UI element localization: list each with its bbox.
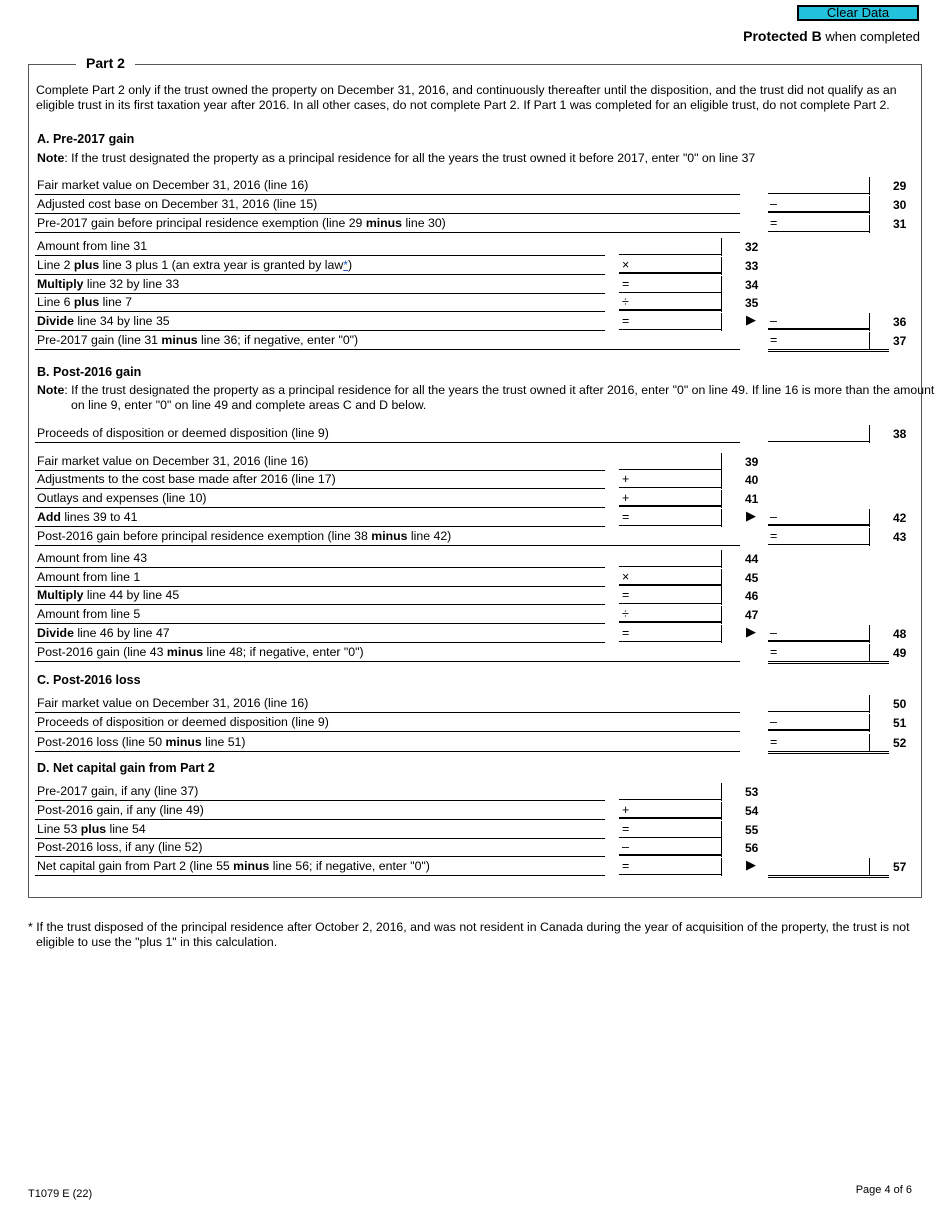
line-43-row [0,528,950,547]
line-56-number: 56 [745,841,759,855]
line-34-field[interactable] [619,276,721,293]
line-43-label: Post-2016 gain before principal residence exemption (line 38 minus line 42) [37,529,452,543]
line-51-row [0,714,950,733]
line-54-row [0,802,950,821]
line-45-operator: × [622,570,630,584]
line-37-label: Pre-2017 gain (line 31 minus line 36; if negative, enter "0") [37,333,359,347]
line-35-label: Line 6 plus line 7 [37,295,133,309]
line-38-row [0,425,950,444]
part-title: Part 2 [76,55,135,71]
line-45-label: Amount from line 1 [37,570,141,584]
line-40-row [0,471,950,490]
line-31-number: 31 [893,217,907,231]
line-36-operator: = [622,314,630,328]
line-39-field[interactable] [619,453,721,470]
line-33-operator: × [622,258,630,272]
line-48-number: 48 [893,627,907,641]
line-36-operator-2: – [770,314,777,328]
line-55-label: Line 53 plus line 54 [37,822,146,836]
line-34-operator: = [622,277,630,291]
line-42-operator-2: – [770,510,777,524]
line-47-operator: ÷ [622,607,629,621]
line-30-number: 30 [893,198,907,212]
line-47-field[interactable] [619,606,721,623]
line-55-operator: = [622,822,630,836]
line-36-label: Divide line 34 by line 35 [37,314,170,328]
line-36-row [0,313,950,332]
line-48-arrow-icon: ▶ [746,624,756,639]
line-32-label: Amount from line 31 [37,239,148,253]
section-b-title: B. Post-2016 gain [37,365,142,379]
line-42-left-field[interactable] [619,509,721,526]
line-30-operator: – [770,197,777,211]
line-45-number: 45 [745,571,759,585]
line-57-left-field[interactable] [619,858,721,875]
line-42-label: Add lines 39 to 41 [37,510,138,524]
line-55-row [0,821,950,840]
line-30-label: Adjusted cost base on December 31, 2016 (line 15) [37,197,318,211]
line-53-number: 53 [745,785,759,799]
line-52-label: Post-2016 loss (line 50 minus line 51) [37,735,246,749]
footnote-reference-link[interactable]: * [343,258,349,272]
line-54-operator: + [622,803,630,817]
line-43-number: 43 [893,530,907,544]
line-36-left-field[interactable] [619,313,721,330]
protected-b-notice: Protected B when completed [743,28,920,44]
line-55-number: 55 [745,823,759,837]
line-51-label: Proceeds of disposition or deemed disposition (line 9) [37,715,329,729]
line-54-field[interactable] [619,802,721,819]
line-46-number: 46 [745,589,759,603]
line-55-field[interactable] [619,821,721,838]
line-57-arrow-icon: ▶ [746,857,756,872]
line-47-label: Amount from line 5 [37,607,141,621]
line-48-row [0,625,950,644]
line-52-operator: = [770,735,778,749]
line-37-operator: = [770,333,778,347]
footnote: * If the trust disposed of the principal residence after October 2, 2016, and was not resident in Canada during the year of acquisition of the property, the trust is not eligible to use the "plus 1" in this calculation. [28,920,910,949]
line-53-row [0,783,950,802]
line-37-row [0,332,950,351]
line-49-operator: = [770,645,778,659]
line-56-label: Post-2016 loss, if any (line 52) [37,840,203,854]
line-48-label: Divide line 46 by line 47 [37,626,170,640]
line-29-number: 29 [893,179,907,193]
line-32-number: 32 [745,240,759,254]
line-34-label: Multiply line 32 by line 33 [37,277,180,291]
line-38-label: Proceeds of disposition or deemed disposition (line 9) [37,426,329,440]
line-36-field[interactable] [768,313,869,330]
line-35-row [0,294,950,313]
line-57-row [0,858,950,877]
line-42-arrow-icon: ▶ [746,508,756,523]
line-39-row [0,453,950,472]
line-57-number: 57 [893,860,907,874]
line-56-field[interactable] [619,839,721,856]
line-45-row [0,569,950,588]
line-42-field[interactable] [768,509,869,526]
line-53-field[interactable] [619,783,721,800]
line-33-field[interactable] [619,257,721,274]
line-41-row [0,490,950,509]
line-33-label: Line 2 plus line 3 plus 1 (an extra year is granted by law*) [37,258,353,272]
line-49-number: 49 [893,646,907,660]
line-41-number: 41 [745,492,759,506]
line-44-field[interactable] [619,550,721,567]
line-50-row [0,695,950,714]
line-44-row [0,550,950,569]
clear-data-button[interactable]: Clear Data [797,5,919,21]
line-44-label: Amount from line 43 [37,551,148,565]
line-52-field[interactable] [768,734,869,751]
line-51-number: 51 [893,716,907,730]
line-40-field[interactable] [619,471,721,488]
page-number: Page 4 of 6 [855,1184,912,1196]
line-43-operator: = [770,529,778,543]
line-50-field[interactable] [768,695,869,712]
line-33-number: 33 [745,259,759,273]
line-42-row [0,509,950,528]
line-57-operator: = [622,859,630,873]
line-53-label: Pre-2017 gain, if any (line 37) [37,784,199,798]
line-34-number: 34 [745,278,759,292]
line-54-number: 54 [745,804,759,818]
line-37-field[interactable] [768,332,869,349]
line-46-row [0,587,950,606]
line-31-row [0,215,950,234]
section-a-note: Note: If the trust designated the property as a principal residence for all the years the trust owned it before 2017, enter "0" on line 37 [37,151,756,165]
line-39-number: 39 [745,455,759,469]
line-42-operator: = [622,510,630,524]
line-56-row [0,839,950,858]
line-47-row [0,606,950,625]
line-48-left-field[interactable] [619,625,721,642]
line-57-field[interactable] [768,858,869,875]
line-30-field[interactable] [768,196,869,213]
line-47-number: 47 [745,608,759,622]
section-c-title: C. Post-2016 loss [37,673,141,687]
line-48-field[interactable] [768,625,869,642]
line-36-number: 36 [893,315,907,329]
line-34-row [0,276,950,295]
line-54-label: Post-2016 gain, if any (line 49) [37,803,204,817]
line-33-row [0,257,950,276]
line-41-field[interactable] [619,490,721,507]
line-52-number: 52 [893,736,907,750]
line-46-label: Multiply line 44 by line 45 [37,588,180,602]
line-40-operator: + [622,472,630,486]
line-29-row [0,177,950,196]
line-45-field[interactable] [619,569,721,586]
line-38-field[interactable] [768,425,869,442]
line-35-operator: ÷ [622,295,629,309]
line-31-label: Pre-2017 gain before principal residence exemption (line 29 minus line 30) [37,216,446,230]
line-31-operator: = [770,216,778,230]
section-d-title: D. Net capital gain from Part 2 [37,761,215,775]
line-51-operator: – [770,715,777,729]
line-46-operator: = [622,588,630,602]
line-42-number: 42 [893,511,907,525]
part-intro: Complete Part 2 only if the trust owned the property on December 31, 2016, and continuously thereafter until the disposition, and the trust did not qualify as an eligible trust in its first taxation year after 2016. In all other cases, do not complete Part 2. If Part 1 was completed for an eligible trust, do not complete Part 2. [36,83,897,112]
line-49-row [0,644,950,663]
section-a-title: A. Pre-2017 gain [37,132,135,146]
section-b-note: Note: If the trust designated the property as a principal residence for all the years the trust owned it after 2016, enter "0" on line 49. If line 16 is more than the amount on line 9, enter "0" on line 49 and complete areas C and D below. [37,383,935,412]
line-40-label: Adjustments to the cost base made after 2016 (line 17) [37,472,336,486]
line-46-field[interactable] [619,587,721,604]
line-39-label: Fair market value on December 31, 2016 (line 16) [37,454,309,468]
form-number: T1079 E (22) [28,1188,93,1200]
line-44-number: 44 [745,552,759,566]
line-36-arrow-icon: ▶ [746,312,756,327]
line-48-operator: = [622,626,630,640]
line-32-field[interactable] [619,238,721,255]
line-30-row [0,196,950,215]
line-31-field[interactable] [768,215,869,232]
line-52-row [0,734,950,753]
line-57-label: Net capital gain from Part 2 (line 55 minus line 56; if negative, enter "0") [37,859,430,873]
line-29-label: Fair market value on December 31, 2016 (line 16) [37,178,309,192]
line-35-number: 35 [745,296,759,310]
line-50-label: Fair market value on December 31, 2016 (line 16) [37,696,309,710]
line-38-number: 38 [893,427,907,441]
line-29-field[interactable] [768,177,869,194]
line-50-number: 50 [893,697,907,711]
line-40-number: 40 [745,473,759,487]
line-35-field[interactable] [619,294,721,311]
line-41-operator: + [622,491,630,505]
line-41-label: Outlays and expenses (line 10) [37,491,207,505]
line-49-label: Post-2016 gain (line 43 minus line 48; if negative, enter "0") [37,645,364,659]
line-43-field[interactable] [768,528,869,545]
line-51-field[interactable] [768,714,869,731]
line-56-operator: – [622,840,629,854]
line-48-operator-2: – [770,626,777,640]
line-49-field[interactable] [768,644,869,661]
line-32-row [0,238,950,257]
line-37-number: 37 [893,334,907,348]
